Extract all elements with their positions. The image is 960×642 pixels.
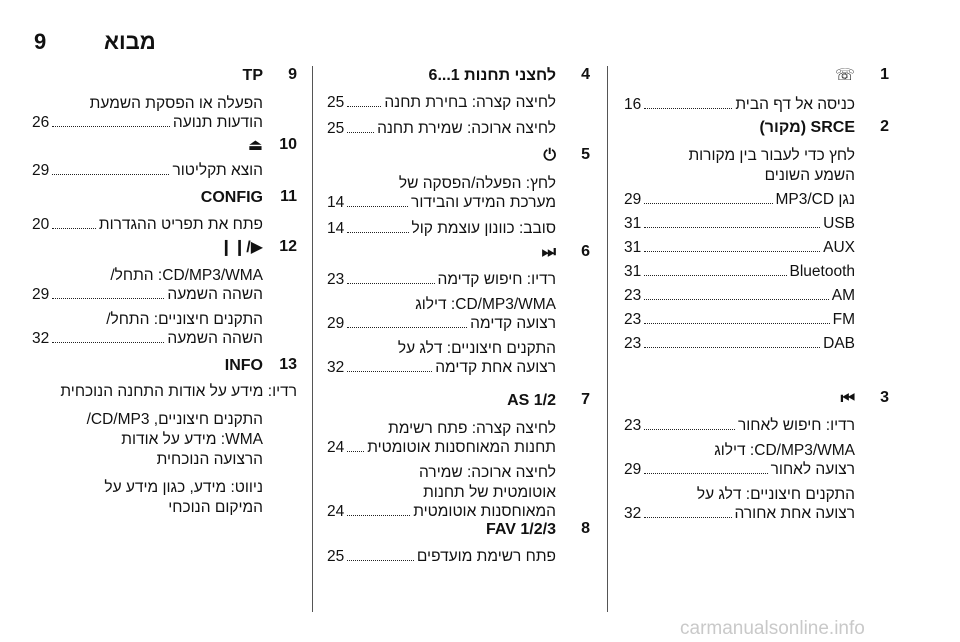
text-line: לחץ: הפעלה/הפסקה של — [398, 175, 556, 192]
toc-line: רצועה לאחור 29 — [624, 461, 855, 478]
entry-heading: CONFIG — [200, 189, 263, 206]
text-line: אוטומטית של תחנות — [423, 484, 556, 501]
text-line: השמע השונים — [764, 167, 855, 184]
play-pause-icon: ▶/❙❙ — [219, 239, 263, 256]
text-line: CD/MP3/WMA: דילוג — [714, 442, 855, 459]
entry-number: 5 — [581, 146, 590, 163]
toc-line: השהה השמעה 32 — [32, 330, 263, 347]
text-line: התקנים חיצוניים, CD/MP3/ — [86, 411, 263, 428]
entry-heading: INFO — [224, 357, 263, 374]
text-line: הפעלה או הפסקת השמעת — [89, 95, 263, 112]
toc-line: השהה השמעה 29 — [32, 286, 263, 303]
toc-line: פתח את תפריט ההגדרות 20 — [32, 216, 263, 233]
text-line: לחץ כדי לעבור בין מקורות — [688, 147, 855, 164]
skip-forward-icon: ⏭ — [541, 244, 556, 261]
section-title: מבוא — [104, 29, 156, 54]
toc-line: לחיצה קצרה: בחירת תחנה 25 — [327, 94, 556, 111]
entry-number: 2 — [880, 118, 889, 135]
entry-number: 12 — [279, 238, 297, 255]
toc-line: FM 23 — [624, 311, 855, 328]
text-line: התקנים חיצוניים: דלג על — [696, 486, 855, 503]
watermark: carmanualsonline.info — [680, 618, 865, 639]
entry-heading: AS 1/2 — [507, 392, 556, 409]
toc-line: הודעות תנועה 26 — [32, 114, 263, 131]
toc-line: המאוחסנות אוטומטית 24 — [327, 503, 556, 520]
column-divider-left — [312, 66, 313, 612]
toc-line: רצועה אחת אחורה 32 — [624, 505, 855, 522]
entry-number: 3 — [880, 389, 889, 406]
entry-number: 10 — [279, 136, 297, 153]
toc-line: רדיו: חיפוש קדימה 23 — [327, 271, 556, 288]
entry-number: 1 — [880, 66, 889, 83]
text-line: ניווט: מידע, כגון מידע על — [104, 479, 263, 496]
page-header — [0, 0, 960, 60]
toc-line: רדיו: חיפוש לאחור 23 — [624, 417, 855, 434]
entry-number: 6 — [581, 243, 590, 260]
text-line: לחיצה ארוכה: שמירה — [419, 464, 556, 481]
entry-heading: TP — [242, 67, 263, 84]
text-line: התקנים חיצוניים: התחל/ — [106, 311, 263, 328]
toc-line: כניסה אל דף הבית 16 — [624, 96, 855, 113]
entry-number: 7 — [581, 391, 590, 408]
column-divider-right — [607, 66, 608, 612]
entry-heading: FAV 1/2/3 — [486, 521, 556, 538]
toc-line: DAB 23 — [624, 335, 855, 352]
text-line: המיקום הנוכחי — [168, 499, 263, 516]
text-line: WMA: מידע על אודות — [121, 431, 263, 448]
text-line: התקנים חיצוניים: דלג על — [397, 340, 556, 357]
eject-icon: ⏏ — [247, 137, 263, 154]
entry-number: 9 — [288, 66, 297, 83]
toc-line: רצועה קדימה 29 — [327, 315, 556, 332]
toc-line: פתח רשימת מועדפים 25 — [327, 548, 556, 565]
skip-back-icon: ⏮ — [840, 390, 855, 407]
toc-line: Bluetooth 31 — [624, 263, 855, 280]
toc-line: לחיצה ארוכה: שמירת תחנה 25 — [327, 120, 556, 137]
toc-line: AM 23 — [624, 287, 855, 304]
power-icon: ⏻ — [543, 147, 556, 164]
entry-heading: לחצני תחנות 1...6 — [428, 67, 556, 84]
toc-line: רצועה אחת קדימה 32 — [327, 359, 556, 376]
entry-number: 8 — [581, 520, 590, 537]
text-line: CD/MP3/WMA: דילוג — [415, 296, 556, 313]
toc-line: מערכת המידע והבידור 14 — [327, 194, 556, 211]
page-number: 9 — [34, 29, 47, 54]
toc-line: AUX 31 — [624, 239, 855, 256]
entry-number: 4 — [581, 66, 590, 83]
phone-icon: ☏ — [834, 67, 855, 84]
text-line: לחיצה קצרה: פתח רשימת — [388, 420, 556, 437]
toc-line: נגן MP3/CD 29 — [624, 191, 855, 208]
entry-number: 11 — [280, 188, 297, 205]
text-line: הרצועה הנוכחית — [156, 451, 263, 468]
text-line: רדיו: מידע על אודות התחנה הנוכחית — [60, 383, 297, 400]
entry-heading: SRCE (מקור) — [759, 119, 855, 136]
toc-line: הוצא תקליטור 29 — [32, 162, 263, 179]
entry-number: 13 — [279, 356, 297, 373]
toc-line: USB 31 — [624, 215, 855, 232]
toc-line: סובב: כוונון עוצמת קול 14 — [327, 220, 556, 237]
toc-line: תחנות המאוחסנות אוטומטית 24 — [327, 439, 556, 456]
text-line: CD/MP3/WMA: התחל/ — [110, 267, 263, 284]
